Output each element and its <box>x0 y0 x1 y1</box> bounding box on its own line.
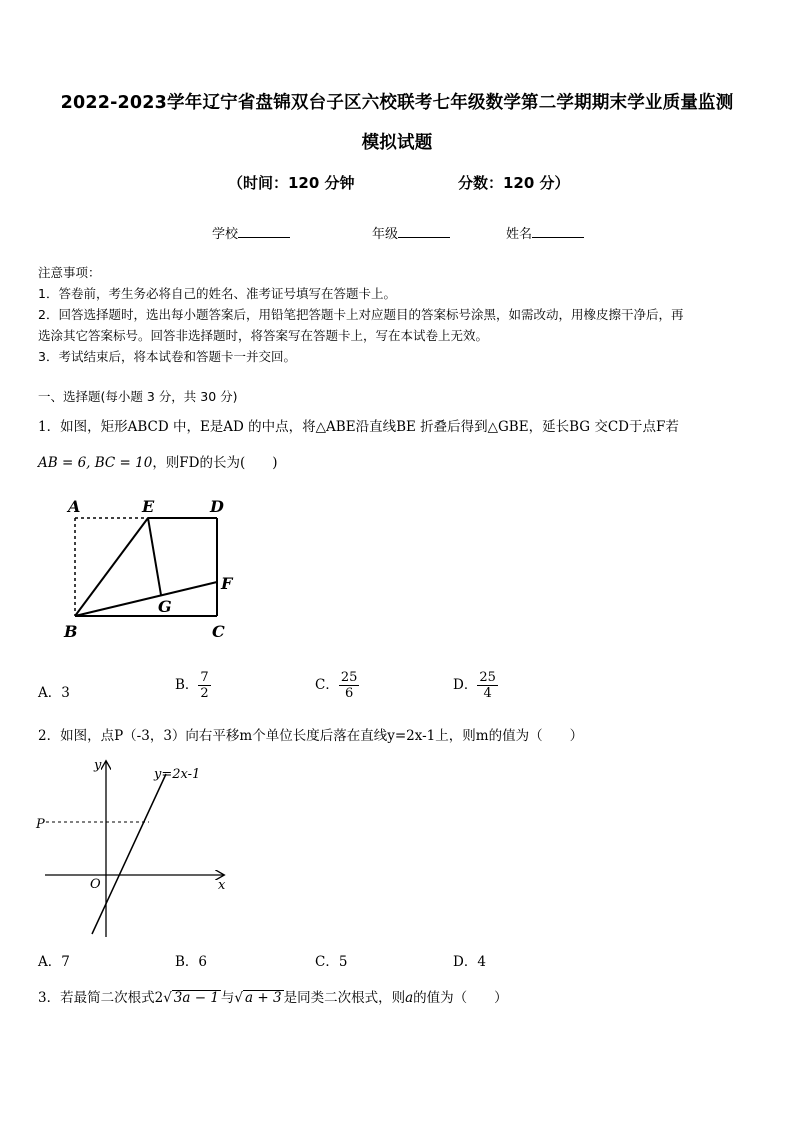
option-letter: B． <box>175 954 199 970</box>
label-g: G <box>158 597 172 616</box>
notice-item: 选涂其它答案标号。回答非选择题时，将答案写在答题卡上，写在本试卷上无效。 <box>38 328 489 343</box>
q2-option-a <box>38 950 70 970</box>
x-axis-label: x <box>218 878 226 893</box>
segment-eg <box>148 518 161 595</box>
q3-text <box>38 986 508 1006</box>
q2-option-c <box>315 950 347 970</box>
option-letter: D． <box>453 677 478 693</box>
label-e: E <box>142 497 155 516</box>
name-blank <box>532 225 584 238</box>
grade-field <box>372 223 450 242</box>
q3-prefix: 3．若最简二次根式 <box>38 990 155 1006</box>
label-f: F <box>221 574 233 593</box>
notice-item: 3．考试结束后，将本试卷和答题卡一并交回。 <box>38 349 296 364</box>
q2-coordinate-figure <box>30 752 240 942</box>
notice-item: 1．答卷前，考生务必将自己的姓名、准考证号填写在答题卡上。 <box>38 286 396 301</box>
option-value: 6 <box>198 954 208 970</box>
radical-sign: √ <box>163 990 172 1006</box>
option-fraction <box>339 670 360 701</box>
y-axis-label: y <box>94 758 102 773</box>
notice-block <box>38 262 762 367</box>
option-letter: A． <box>38 685 62 701</box>
q1-rectangle-figure <box>60 492 240 652</box>
q2-option-b <box>175 950 207 970</box>
q1-text: 1．如图，矩形ABCD 中，E是AD 的中点，将△ABE沿直线BE 折叠后得到△GBE，延长BG 交CD于点F若 <box>38 419 679 435</box>
option-letter: C． <box>315 954 339 970</box>
option-letter: D． <box>453 954 478 970</box>
line-y-2x-1 <box>92 774 166 934</box>
q1-option-d <box>453 670 498 701</box>
option-value: 5 <box>338 954 348 970</box>
denominator: 2 <box>200 686 209 701</box>
q3-end: 的值为（ ） <box>413 990 508 1006</box>
numerator: 25 <box>340 670 358 685</box>
school-field <box>212 223 290 242</box>
option-value: 3 <box>61 685 70 701</box>
numerator: 25 <box>479 670 496 685</box>
school-label: 学校 <box>212 227 239 242</box>
option-fraction <box>477 670 498 701</box>
point-p-label: P <box>36 817 45 832</box>
denominator: 6 <box>344 686 354 701</box>
q1-line2 <box>38 451 278 471</box>
option-value: 7 <box>61 954 70 970</box>
section-heading: 一、选择题(每小题 3 分，共 30 分) <box>38 389 238 404</box>
exam-score: 分数：120 分） <box>458 174 570 192</box>
label-d: D <box>210 497 224 516</box>
exam-time: （时间：120 分钟 <box>228 174 355 192</box>
notice-heading: 注意事项： <box>38 265 101 280</box>
q3-mid: 与 <box>220 990 235 1006</box>
school-blank <box>238 225 290 238</box>
q3-radicand-2: a + 3 <box>245 990 282 1006</box>
q2-text: 2．如图，点P（-3，3）向右平移m个单位长度后落在直线y=2x-1上，则m的值为（ ） <box>38 728 584 744</box>
q1-ask: ，则FD的长为( ) <box>152 455 278 471</box>
radical-sign: √ <box>234 990 244 1006</box>
q3-coefficient: 2 <box>154 990 164 1006</box>
q3-suffix: 是同类二次根式，则 <box>283 990 406 1006</box>
notice-item: 2．回答选择题时，选出每小题答案后，用铅笔把答题卡上对应题目的答案标号涂黑，如需改动，用橡皮擦干净后，再 <box>38 307 684 322</box>
q3-radicand-1: 3a − 1 <box>173 990 219 1006</box>
line-equation-label: y=2x-1 <box>154 767 201 782</box>
label-b: B <box>64 622 78 641</box>
q2-option-d <box>453 950 486 970</box>
label-c: C <box>212 622 225 641</box>
q1-option-b <box>175 670 211 701</box>
name-field <box>506 223 584 242</box>
q1-option-c <box>315 670 359 701</box>
name-label: 姓名 <box>506 227 533 242</box>
denominator: 4 <box>483 686 492 701</box>
q3-variable: a <box>405 990 414 1006</box>
origin-label: O <box>90 877 101 892</box>
option-letter: A． <box>38 954 62 970</box>
option-value: 4 <box>477 954 486 970</box>
option-letter: C． <box>315 677 339 693</box>
paper-title-line2: 模拟试题 <box>361 133 433 153</box>
q1-condition: AB = 6, BC = 10 <box>38 455 153 471</box>
grade-label: 年级 <box>372 227 399 242</box>
option-letter: B． <box>175 677 199 693</box>
option-fraction <box>198 670 210 701</box>
q1-option-a <box>38 681 70 701</box>
label-a: A <box>68 497 81 516</box>
numerator: 7 <box>200 670 209 685</box>
paper-title-line1: 2022-2023学年辽宁省盘锦双台子区六校联考七年级数学第二学期期末学业质量监测 <box>60 93 734 113</box>
grade-blank <box>398 225 450 238</box>
